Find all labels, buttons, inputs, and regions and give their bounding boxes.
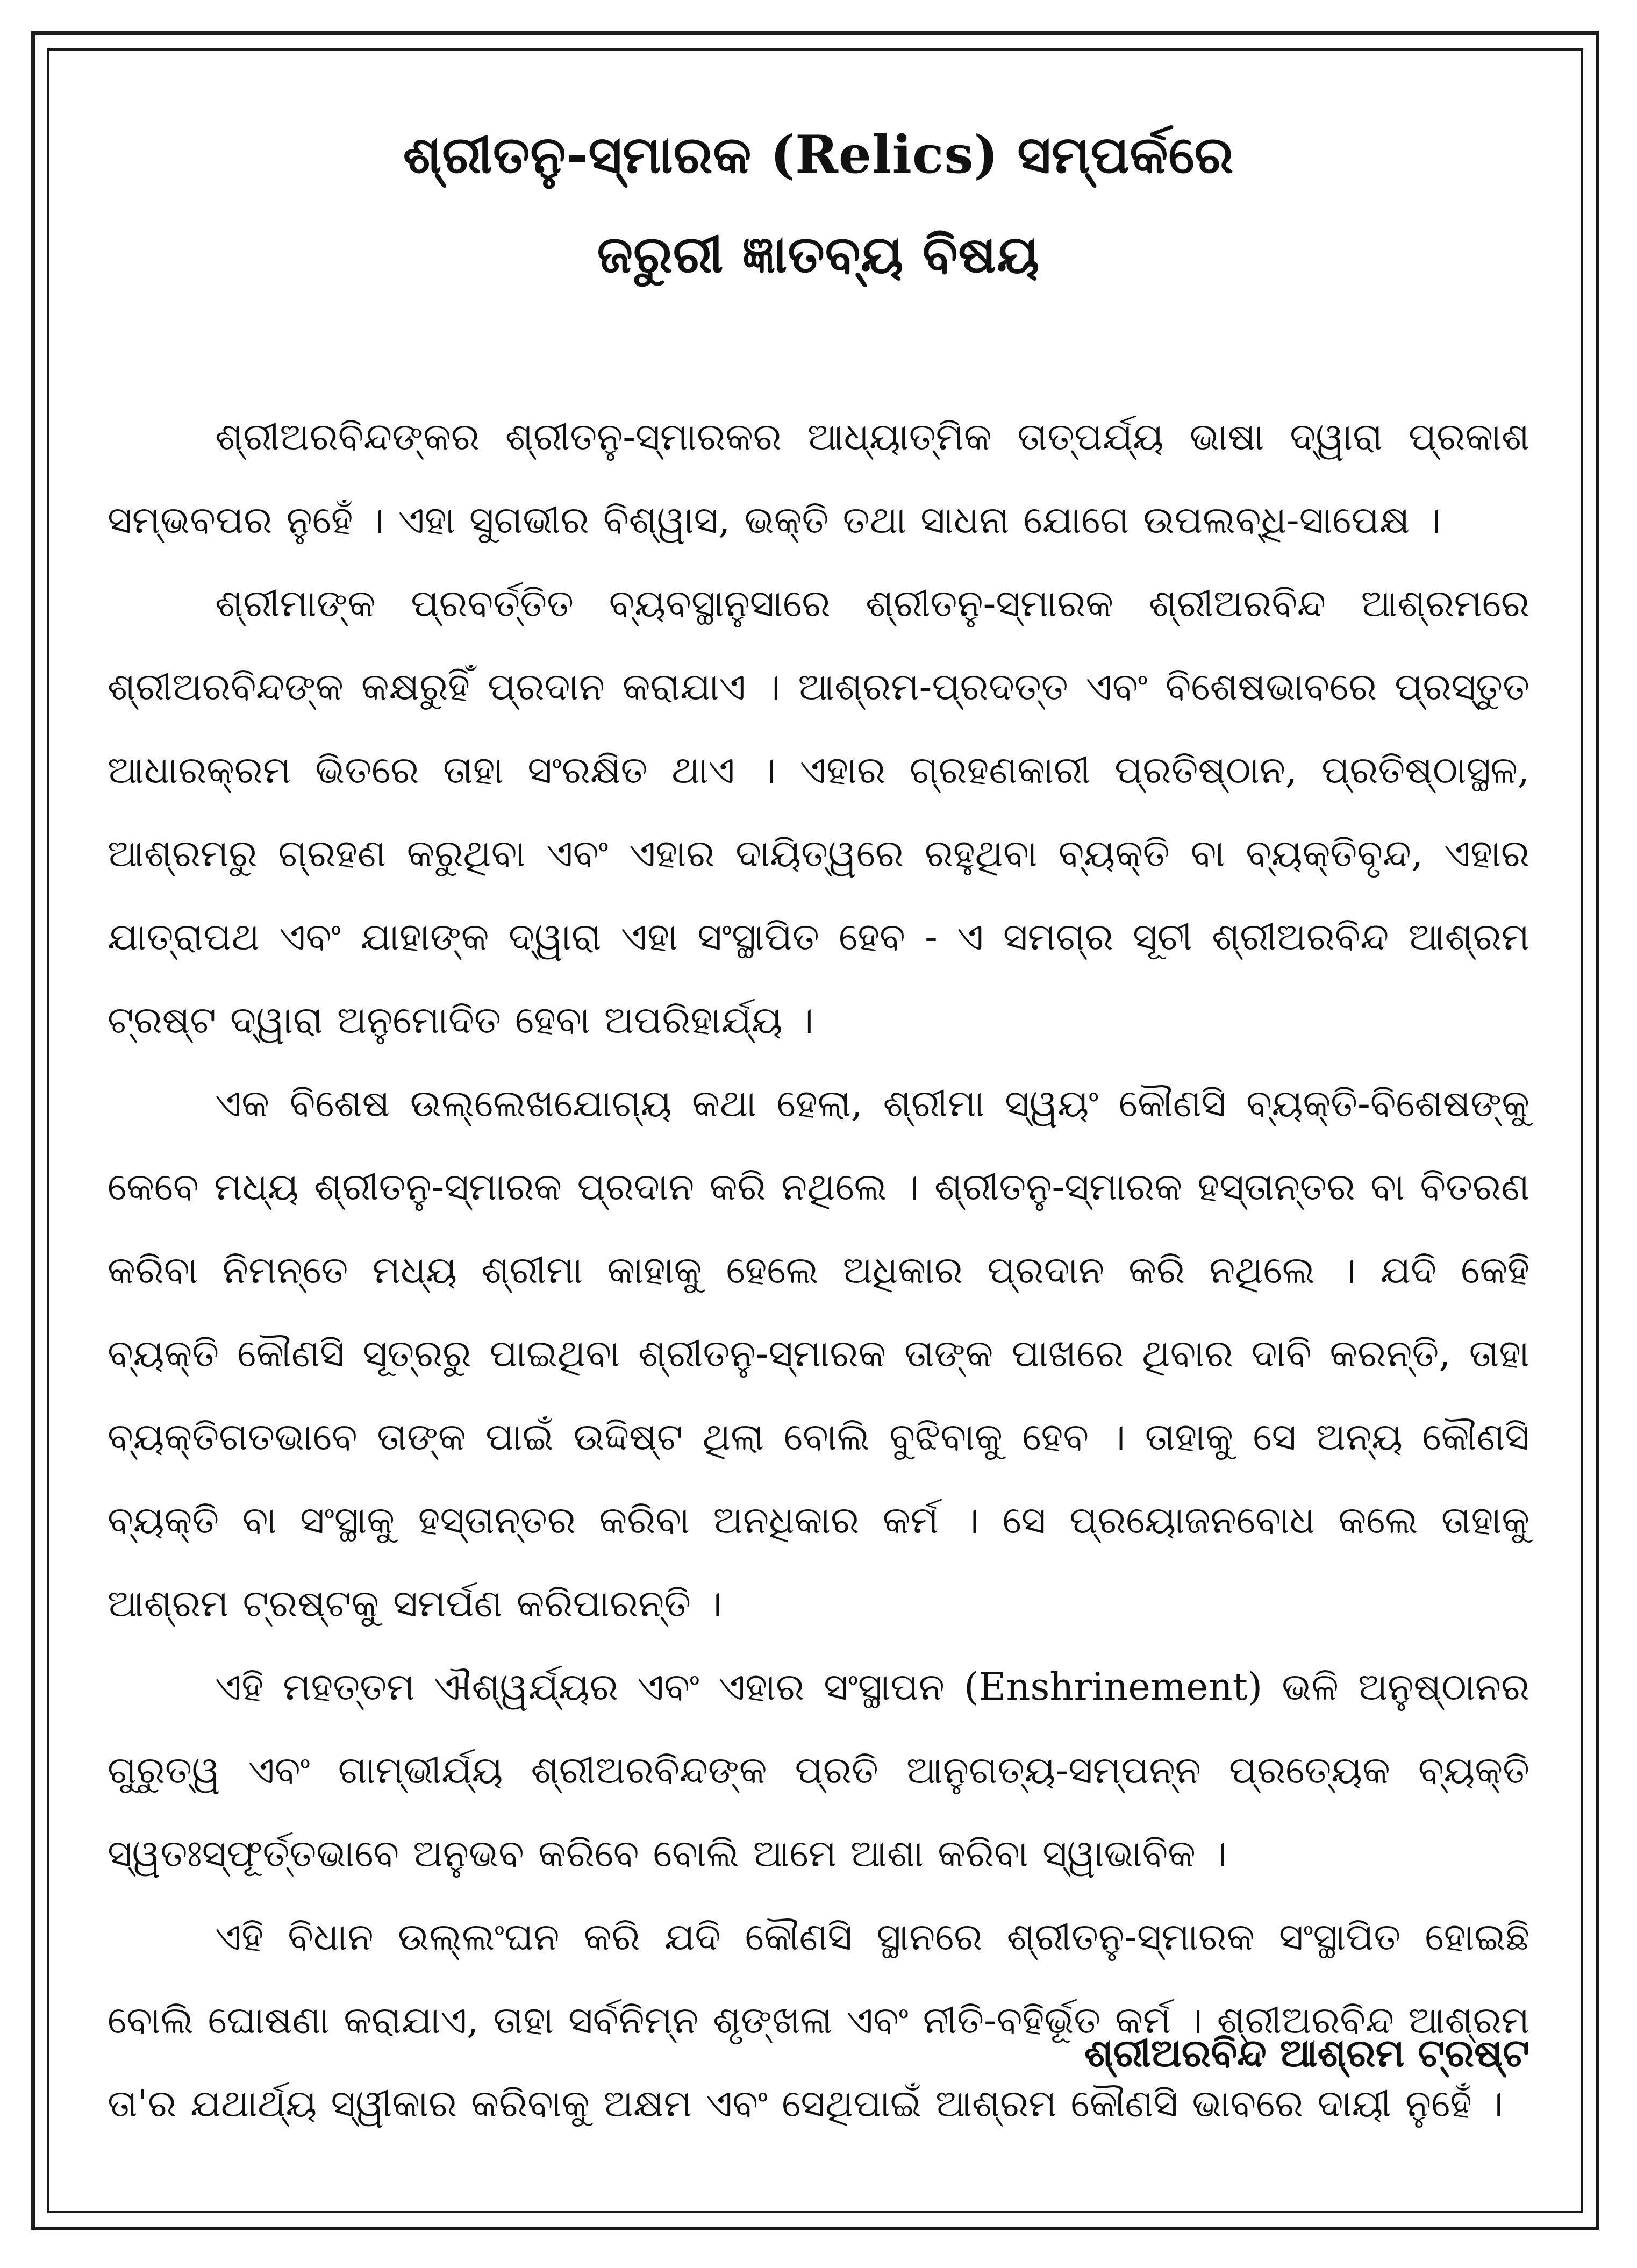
paragraph: ଏହି ମହତ୍ତମ ଐଶ୍ୱର୍ଯ୍ୟର ଏବଂ ଏହାର ସଂସ୍ଥାପନ (Enshrinement) ଭଳି ଅନୁଷ୍ଠାନର ଗୁରୁତ୍ୱ ଏବଂ ଗାମ୍ଭୀର୍ଯ୍ୟ ଶ୍ରୀଅରବିନ୍ଦଙ୍କ ପ୍ରତି ଆନୁଗତ୍ୟ-ସମ୍ପନ୍ନ ପ୍ରତ୍ୟେକ ବ୍ୟକ୍ତି ସ୍ୱତଃସ୍ଫୂର୍ତ୍ତଭାବେ ଅନୁଭବ କରିବେ ବୋଲି ଆମେ ଆଶା କରିବା ସ୍ୱାଭାବିକ । [108,1665,1529,1875]
paragraph: ଏକ ବିଶେଷ ଉଲ୍ଲେଖଯୋଗ୍ୟ କଥା ହେଲା, ଶ୍ରୀମା ସ୍ୱୟଂ କୌଣସି ବ୍ୟକ୍ତି-ବିଶେଷଙ୍କୁ କେବେ ମଧ୍ୟ ଶ୍ରୀତନୁ-ସ୍ମାରକ ପ୍ରଦାନ କରି ନଥିଲେ । ଶ୍ରୀତନୁ-ସ୍ମାରକ ହସ୍ତାନ୍ତର ବା ବିତରଣ କରିବା ନିମନ୍ତେ ମଧ୍ୟ ଶ୍ରୀମା କାହାକୁ ହେଲେ ଅଧିକାର ପ୍ରଦାନ କରି ନଥିଲେ । ଯଦି କେହି ବ୍ୟକ୍ତି କୌଣସି ସୂତ୍ରରୁ ପାଇଥିବା ଶ୍ରୀତନୁ-ସ୍ମାରକ ତାଙ୍କ ପାଖରେ ଥିବାର ଦାବି କରନ୍ତି, ତାହା ବ୍ୟକ୍ତିଗତଭାବେ ତାଙ୍କ ପାଇଁ ଉଦ୍ଦିଷ୍ଟ ଥିଲା ବୋଲି ବୁଝିବାକୁ ହେବ । ତାହାକୁ ସେ ଅନ୍ୟ କୌଣସି ବ୍ୟକ୍ତି ବା ସଂସ୍ଥାକୁ ହସ୍ତାନ୍ତର କରିବା ଅନଧିକାର କର୍ମ । ସେ ପ୍ରୟୋଜନବୋଧ କଲେ ତାହାକୁ ଆଶ୍ରମ ଟ୍ରଷ୍ଟକୁ ସମର୍ପଣ କରିପାରନ୍ତି । [108,1081,1529,1625]
notice-body [108,395,1529,2145]
signature: ଶ୍ରୀଅରବିନ୍ଦ ଆଶ୍ରମ ଟ୍ରଷ୍ଟ [1084,2030,1529,2076]
notice-content [108,105,1529,2145]
title-line-2: ଜରୁରୀ ଜ୍ଞାତବ୍ୟ ବିଷୟ [597,224,1040,284]
paragraph: ଏହି ବିଧାନ ଉଲ୍ଲଂଘନ କରି ଯଦି କୌଣସି ସ୍ଥାନରେ ଶ୍ରୀତନୁ-ସ୍ମାରକ ସଂସ୍ଥାପିତ ହୋଇଛି ବୋଲି ଘୋଷଣା କରାଯାଏ, ତାହା ସର୍ବନିମ୍ନ ଶୃଙ୍ଖଳା ଏବଂ ନୀତି-ବହିର୍ଭୂତ କର୍ମ । ଶ୍ରୀଅରବିନ୍ଦ ଆଶ୍ରମ ତା'ର ଯଥାର୍ଥ୍ୟ ସ୍ୱୀକାର କରିବାକୁ ଅକ୍ଷମ ଏବଂ ସେଥିପାଇଁ ଆଶ୍ରମ କୌଣସି ଭାବରେ ଦାୟୀ ନୁହେଁ । [108,1915,1529,2126]
paragraph: ଶ୍ରୀଅରବିନ୍ଦଙ୍କର ଶ୍ରୀତନୁ-ସ୍ମାରକର ଆଧ୍ୟାତ୍ମିକ ତାତ୍ପର୍ଯ୍ୟ ଭାଷା ଦ୍ୱାରା ପ୍ରକାଶ ସମ୍ଭବପର ନୁହେଁ । ଏହା ସୁଗଭୀର ବିଶ୍ୱାସ, ଭକ୍ତି ତଥା ସାଧନା ଯୋଗେ ଉପଲବ୍ଧି-ସାପେକ୍ଷ । [108,415,1529,542]
paragraph: ଶ୍ରୀମାଙ୍କ ପ୍ରବର୍ତ୍ତିତ ବ୍ୟବସ୍ଥାନୁସାରେ ଶ୍ରୀତନୁ-ସ୍ମାରକ ଶ୍ରୀଅରବିନ୍ଦ ଆଶ୍ରମରେ ଶ୍ରୀଅରବିନ୍ଦଙ୍କ କକ୍ଷରୁହିଁ ପ୍ରଦାନ କରାଯାଏ । ଆଶ୍ରମ-ପ୍ରଦତ୍ତ ଏବଂ ବିଶେଷଭାବରେ ପ୍ରସ୍ତୁତ ଆଧାରକ୍ରମ ଭିତରେ ତାହା ସଂରକ୍ଷିତ ଥାଏ । ଏହାର ଗ୍ରହଣକାରୀ ପ୍ରତିଷ୍ଠାନ, ପ୍ରତିଷ୍ଠାସ୍ଥଳ, ଆଶ୍ରମରୁ ଗ୍ରହଣ କରୁଥିବା ଏବଂ ଏହାର ଦାୟିତ୍ୱରେ ରହୁଥିବା ବ୍ୟକ୍ତି ବା ବ୍ୟକ୍ତିବୃନ୍ଦ, ଏହାର ଯାତ୍ରାପଥ ଏବଂ ଯାହାଙ୍କ ଦ୍ୱାରା ଏହା ସଂସ୍ଥାପିତ ହେବ - ଏ ସମଗ୍ର ସୂଚୀ ଶ୍ରୀଅରବିନ୍ଦ ଆଶ୍ରମ ଟ୍ରଷ୍ଟ ଦ୍ୱାରା ଅନୁମୋଦିତ ହେବା ଅପରିହାର୍ଯ୍ୟ । [108,581,1529,1042]
title-line-1: ଶ୍ରୀତନୁ-ସ୍ମାରକ (Relics) ସମ୍ପର୍କରେ [403,124,1234,185]
